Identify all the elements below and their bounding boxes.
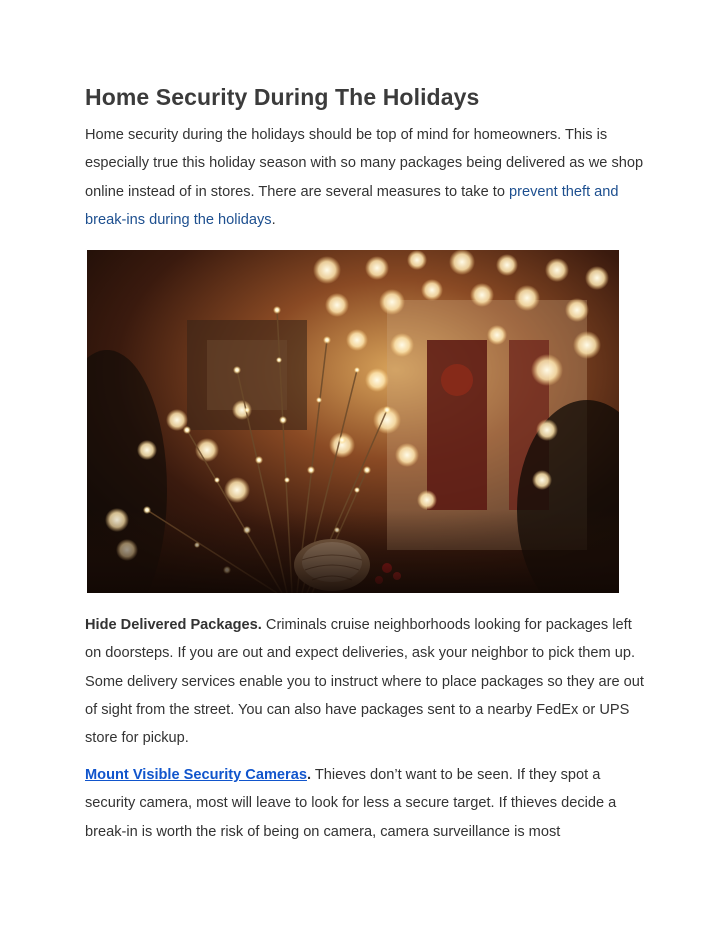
security-cameras-body: Thieves don’t want to be seen. If they spot a security camera, most will leave to look for less a secure target. If thieves decide a break-in is worth the risk of being on camera, camera surveillance is most: [85, 767, 617, 840]
intro-paragraph: [85, 121, 645, 234]
hide-packages-paragraph: [85, 611, 645, 752]
security-cameras-link[interactable]: Mount Visible Security Cameras: [85, 767, 307, 783]
security-cameras-period: .: [306, 767, 312, 783]
prevent-theft-link[interactable]: prevent theft and break-ins during the holidays: [85, 183, 619, 228]
holiday-lights-photo: [87, 250, 619, 593]
security-cameras-paragraph: [85, 761, 645, 846]
hide-packages-heading: Hide Delivered Packages.: [85, 617, 262, 633]
intro-text: Home security during the holidays should be top of mind for homeowners. This is especially true this holiday season with so many packages being delivered as we shop online instead of in stores. There are several measures to take to: [85, 127, 644, 200]
hide-packages-body: Criminals cruise neighborhoods looking for packages left on doorsteps. If you are out and expect deliveries, ask your neighbor to pick them up. Some delivery services enable you to instruct where to place packages so they are out of sight from the street. You can also have packages sent to a nearby FedEx or UPS store for pickup.: [85, 617, 644, 747]
intro-period: .: [271, 211, 276, 228]
page-title: Home Security During The Holidays: [85, 84, 480, 110]
